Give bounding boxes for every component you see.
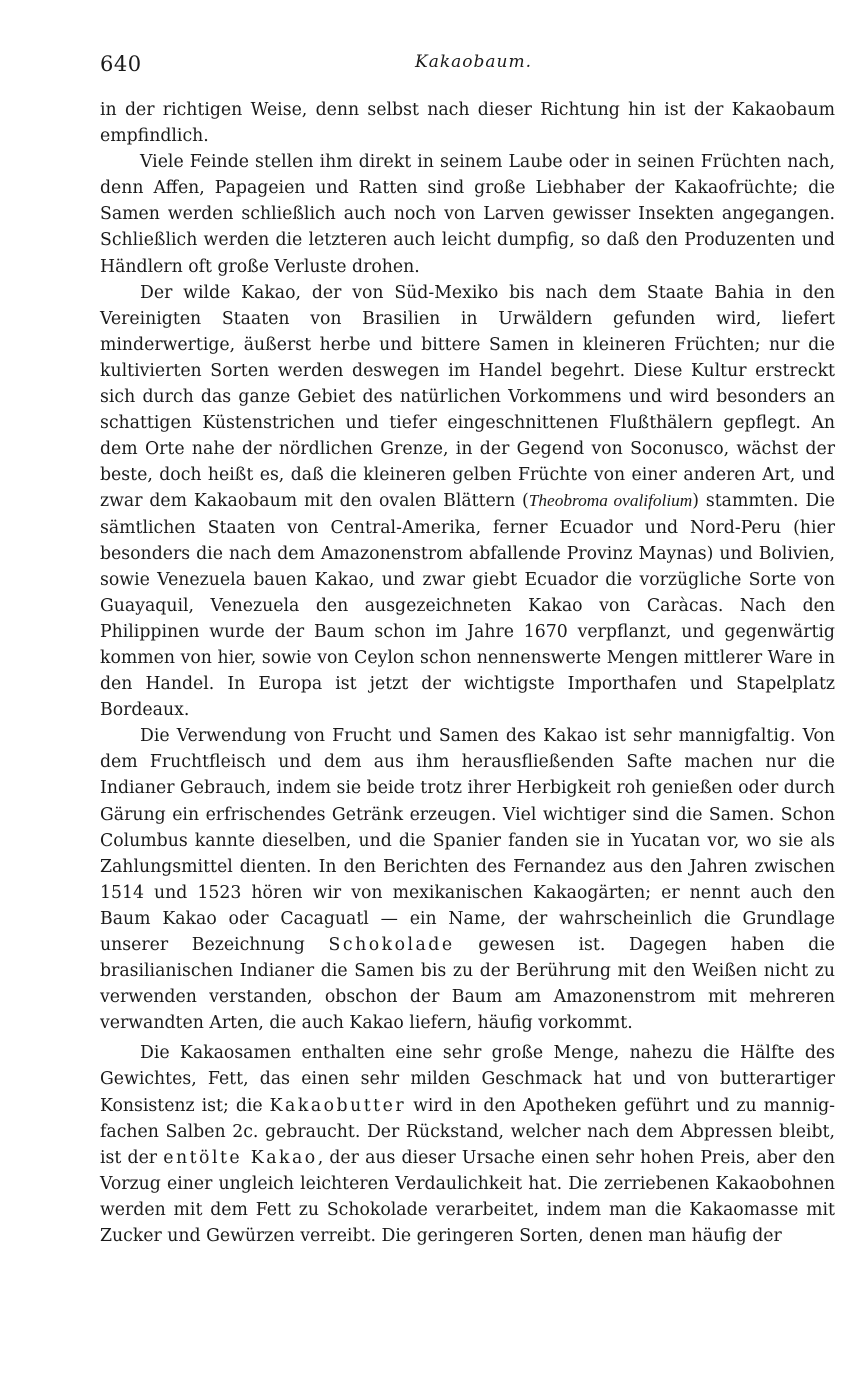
paragraph-text: Der wilde Kakao, der von Süd-Mexiko bis nach dem Staate Bahia in den Vereinigten Staaten von Brasilien in Urwäldern gefunden wird, liefert minderwertige, äußerst herbe und bittere Samen in kleineren Früchten; nur die kultivierten Sorten werden deswegen im Handel begehrt. Diese Kultur erstreckt sich durch das ganze Gebiet des natürlichen Vorkommens und wird besonders an schattigen Küstenstrichen und tiefer eingeschnittenen Flußthälern gepflegt. An dem Orte nahe der nördlichen Grenze, in der Gegend von Soconusco, wächst der beste, doch heißt es, daß die kleineren gelben Früchte von einer anderen Art, und zwar dem Kakaobaum mit den ovalen Blättern ( <box>100 282 835 512</box>
paragraph-continuation <box>100 97 835 149</box>
emphasized-term: Kakaobutter <box>269 1095 407 1116</box>
paragraph-text: in der richtigen Weise, denn selbst nach dieser Richtung hin ist der Kakaobaum empfindlich. <box>100 100 835 147</box>
paragraph-wild-cacao <box>100 280 835 724</box>
paragraph-text: , der aus dieser Ursache einen sehr hohen Preis, aber den Vorzug einer ungleich leichteren Verdaulichkeit hat. Die zerriebenen Kakaobohnen werden mit dem Fett zu Schokolade verarbeitet, indem man die Kakaomasse mit Zucker und Gewürzen verreibt. Die geringeren Sorten, denen man häufig der <box>100 1147 835 1247</box>
latin-species-name: Theobroma ovalifolium <box>528 491 693 511</box>
paragraph-text: Die Verwendung von Frucht und Samen des Kakao ist sehr mannigfaltig. Von dem Fruchtfleisch und dem aus ihm herausfließenden Safte machen nur die Indianer Gebrauch, indem sie beide trotz ihrer Herbigkeit roh genießen oder durch Gärung ein erfrischendes Getränk erzeugen. Viel wichtiger sind die Samen. Schon Columbus kannte dieselben, und die Spanier fanden sie in Yucatan vor, wo sie als Zahlungsmittel dienten. In den Berichten des Fernandez aus den Jahren zwischen 1514 und 1523 hören wir von mexikanischen Kakaogärten; er nennt auch den Baum Kakao oder Cacaguatl — ein Name, der wahrscheinlich die Grundlage unserer Bezeichnung <box>100 726 835 955</box>
body-text <box>100 97 835 1249</box>
emphasized-term: Schokolade <box>328 935 455 955</box>
paragraph-cocoa-butter <box>100 1040 835 1249</box>
paragraph-text: gewesen ist. Dagegen haben die brasilianischen Indianer die Samen bis zu der Berührung mit den Weißen nicht zu verwenden verstanden, obschon der Baum am Amazonenstrom mit mehreren verwandten Arten, die auch Kakao liefern, häufig vorkommt. <box>100 935 835 1034</box>
paragraph-enemies <box>100 149 835 279</box>
paragraph-text: Die Kakaosamen enthalten eine sehr große Menge, nahezu die Hälfte des Gewichtes, Fett, das einen sehr milden Geschmack hat und von butterartiger Konsistenz ist; die <box>100 1043 835 1116</box>
emphasized-term: entölte Kakao <box>163 1147 318 1168</box>
page-number: 640 <box>100 52 142 76</box>
running-head: Kakaobaum. <box>415 52 532 72</box>
paragraph-text: Viele Feinde stellen ihm direkt in seinem Laube oder in seinen Früchten nach, denn Affen, Papageien und Ratten sind große Liebhaber der Kakaofrüchte; die Samen werden schließlich auch noch von Larven gewisser Insekten angegangen. Schließlich werden die letzteren auch leicht dumpfig, so daß den Produzenten und Händlern oft große Verluste drohen. <box>100 152 835 277</box>
paragraph-text: wird in den Apotheken geführt und zu mannig-fachen Salben 2c. gebraucht. Der Rückstand, welcher nach dem Abpressen bleibt, ist der <box>100 1095 836 1168</box>
paragraph-text: ) stammten. Die sämtlichen Staaten von Central-Amerika, ferner Ecuador und Nord-Peru (hier besonders die nach dem Amazonenstrom abfallende Provinz Maynas) und Bolivien, sowie Venezuela bauen Kakao, und zwar giebt Ecuador die vorzügliche Sorte von Guayaquil, Venezuela den ausgezeichneten Kakao von Caràcas. Nach den Philippinen wurde der Baum schon im Jahre 1670 verpflanzt, und gegenwärtig kommen von hier, sowie von Ceylon schon nennenswerte Mengen mittlerer Ware in den Handel. In Europa ist jetzt der wichtigste Importhafen und Stapelplatz Bordeaux. <box>100 491 835 721</box>
paragraph-usage <box>100 723 835 1036</box>
page-header <box>100 52 835 82</box>
